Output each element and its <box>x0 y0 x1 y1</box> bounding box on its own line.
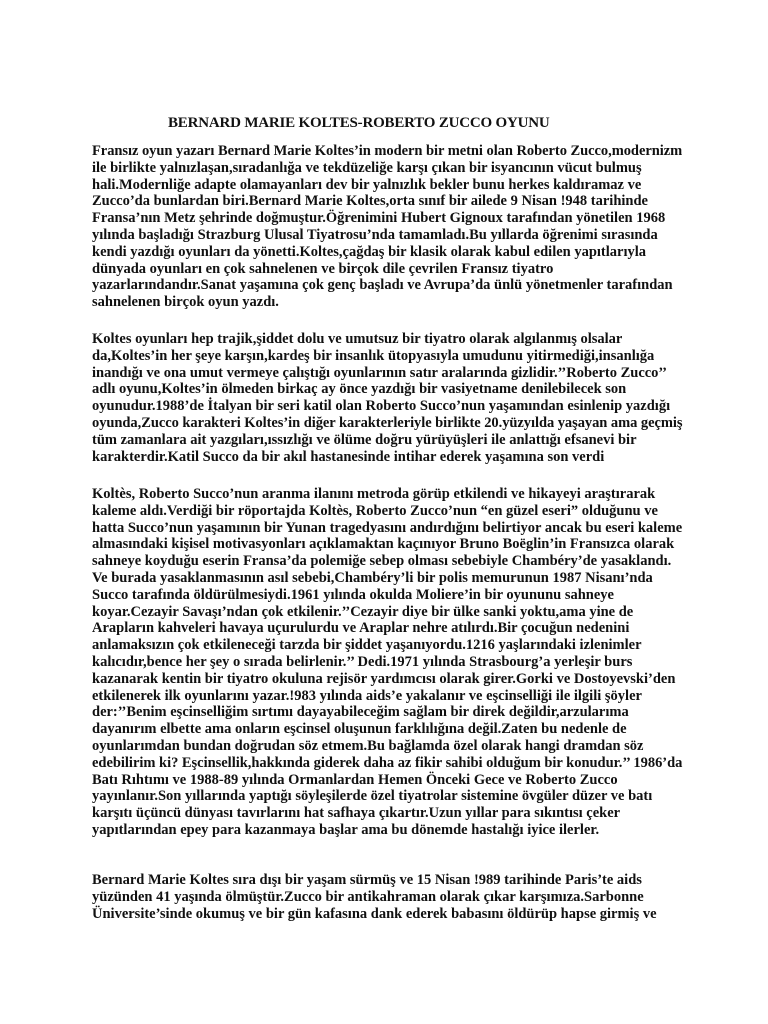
text-line: anlamaksızın çok etkileneceği tarzda bir şiddet yaşanıyordu.1216 yaşlarındaki izlenimler <box>92 637 642 654</box>
text-line: tüm zamanlara ait yazgıları,ıssızlığı ve ölüme doğru yürüyüşleri ile anlattığı efsanevi bir <box>92 431 637 448</box>
text-line: dünyada oyunları en çok sahnelenen ve birçok dile çevrilen Fransız tiyatro <box>92 260 554 277</box>
text-line: hatta Succo’nun yaşamının bir Yunan tragedyasını andırdığını belirtiyor ancak bu eseri kaleme <box>92 519 683 536</box>
text-line: sahneye koyduğu eserin Fransa’da polemiğe sebep olması sebebiyle Chambéry’de yasaklandı. <box>92 553 672 570</box>
text-line: edebilirim ki? Eşcinsellik,hakkında giderek daha az fikir sahibi olduğum bir konudur.’’ 1986’da <box>92 754 683 771</box>
paragraph-4 <box>92 872 678 922</box>
text-line: kendi yazdığı oyunları da yönetti.Koltes,çağdaş bir klasik olarak kabul edilen yapıtlarıyla <box>92 243 647 260</box>
text-line: Batı Rıhtımı ve 1988-89 yılında Ormanlardan Hemen Önceki Gece ve Roberto Zucco <box>92 771 618 788</box>
text-line: etkilenerek ilk oyunlarını yazar.!983 yılında aids’e yakalanır ve eşcinselliği ile ilgili şöyler <box>92 687 642 704</box>
text-line: kazanarak kentin bir tiyatro okuluna rejisör yardımcısı olarak girer.Gorki ve Dostoyevski’den <box>92 670 676 687</box>
text-line: yüzünden 41 yaşında ölmüştür.Zucco bir antikahraman olarak çıkar karşımıza.Sarbonne <box>92 888 644 905</box>
text-line: almasındaki kişisel motivasyonları açıklamaktan kaçınıyor Bruno Boëglin’in Fransızca olarak <box>92 536 675 553</box>
text-line: hali.Modernliğe adapte olamayanları dev bir yalnızlık bekler bunu herkes kaldıramaz ve <box>92 176 642 193</box>
text-line: kaleme aldı.Verdiği bir röportajda Koltès, Roberto Zucco’nun “en güzel eseri” olduğunu ve <box>92 502 658 519</box>
text-line: karakterdir.Katil Succo da bir akıl hastanesinde intihar ederek yaşamına son verdi <box>92 448 605 465</box>
text-line: der:’’Benim eşcinselliğim sırtımı dayayabileceğim sağlam bir direk değildir,arzularıma <box>92 704 629 721</box>
text-line: kalıcıdır,bence her şey o sırada belirlenir.’’ Dedi.1971 yılında Strasbourg’a yerleşir burs <box>92 653 633 670</box>
text-line: Koltes oyunları hep trajik,şiddet dolu ve umutsuz bir tiyatro olarak algılanmış olsalar <box>92 331 623 347</box>
text-line: Succo tarafında öldürülmesiydi.1961 yılında okulda Moliere’in bir oyununu sahneye <box>92 586 614 603</box>
paragraph-1 <box>92 143 683 311</box>
text-line: dayanırım elbette ama onların eşcinsel oluşunun farklılığına değil.Zaten bu nedenle de <box>92 721 627 738</box>
text-line: Fransız oyun yazarı Bernard Marie Koltes’in modern bir metni olan Roberto Zucco,modernizm <box>92 143 683 159</box>
text-line: Bernard Marie Koltes sıra dışı bir yaşam sürmüş ve 15 Nisan !989 tarihinde Paris’te aids <box>92 872 642 888</box>
text-line: Ve burada yasaklanmasının asıl sebebi,Chambéry’li bir polis memurunun 1987 Nisanı’nda <box>92 569 653 586</box>
text-line: Zucco’da bunlardan biri.Bernard Marie Koltes,orta sınıf bir ailede 9 Nisan !948 tarihinde <box>92 193 648 210</box>
text-line: Koltès, Roberto Succo’nun aranma ilanını metroda görüp etkilendi ve hikayeyi araştırarak <box>92 486 656 502</box>
text-line: yapıtlarından epey para kazanmaya başlar ama bu dönemde hastalığı iyice ilerler. <box>92 821 600 838</box>
text-line: yılında başladığı Strazburg Ulusal Tiyatrosu’nda tamamladı.Bu yıllarda öğrenimi sırasında <box>92 226 658 243</box>
text-line: sahnelenen birçok oyun yazdı. <box>92 294 279 311</box>
text-line: Fransa’nın Metz şehrinde doğmuştur.Öğrenimini Hubert Gignoux tarafından yönetilen 1968 <box>92 210 666 227</box>
text-line: ile birlikte yalnızlaşan,sıradanlığa ve tekdüzeliğe karşı çıkan bir isyancının vücut bulmuş <box>92 159 642 176</box>
text-line: oyunudur.1988’de İtalyan bir seri katil olan Roberto Succo’nun yaşamından esinlenip yazdığı <box>92 398 671 415</box>
paragraph-3 <box>92 486 683 839</box>
document-title: BERNARD MARIE KOLTES-ROBERTO ZUCCO OYUNU <box>168 115 550 131</box>
paragraph-2 <box>92 331 683 465</box>
text-line: da,Koltes’in her şeye karşın,kardeş bir insanlık ütopyasıyla umudunu yitirmediği,insanlığa <box>92 347 655 364</box>
text-line: oyunlarımdan bundan doğrudan söz etmem.Bu bağlamda özel olarak hangi dramdan söz <box>92 737 644 754</box>
text-line: Arapların kahveleri havaya uçurulurdu ve Araplar nehre atılırdı.Bir çocuğun nedenini <box>92 620 630 637</box>
text-line: inandığı ve ona umut vermeye çalıştığı oyunlarının satır aralarında gizlidir.’’Roberto Zucco’’ <box>92 364 668 381</box>
text-line: yayınlanır.Son yıllarında yaptığı söyleşilerde özel tiyatrolar sistemine övgüler düzer ve batı <box>92 788 653 805</box>
text-line: yazarlarındandır.Sanat yaşamına çok genç başladı ve Avrupa’da ünlü yönetmenler tarafından <box>92 277 673 294</box>
text-line: koyar.Cezayir Savaşı’ndan çok etkilenir.’’Cezayir diye bir ülke sanki yoktu,ama yine de <box>92 603 634 620</box>
text-line: oyunda,Zucco karakteri Koltes’in diğer karakterleriyle birlikte 20.yüzyılda yaşayan ama geçmiş <box>92 414 683 431</box>
text-line: Üniversite’sinde okumuş ve bir gün kafasına dank ederek babasını öldürüp hapse girmiş ve <box>92 905 657 922</box>
text-line: adlı oyunu,Koltes’in ölmeden birkaç ay önce yazdığı bir vasiyetname denilebilecek son <box>92 381 627 398</box>
text-line: karşıtı üçüncü dünyası tavırlarını hat safhaya çıkartır.Uzun yıllar para sıkıntısı çeker <box>92 805 621 822</box>
